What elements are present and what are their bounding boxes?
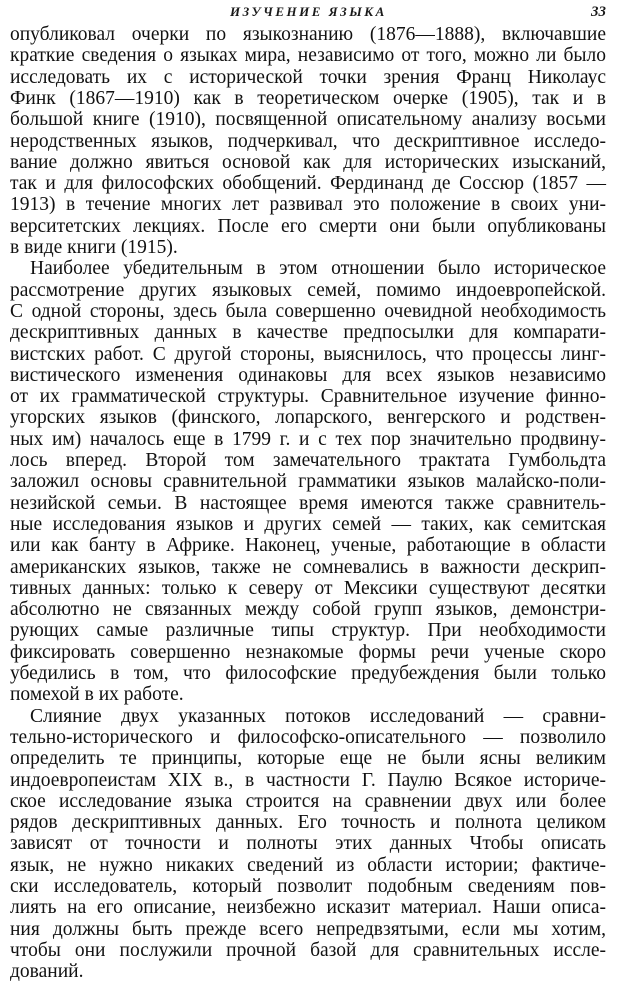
text-line: убедились в том, что философские предубеждения были только <box>10 663 606 684</box>
text-line: от их грамматической структуры. Сравнительное изучение финно- <box>10 386 606 408</box>
text-line: заложил основы сравнительной грамматики языков малайско-поли- <box>10 471 606 493</box>
text-line: определить те принципы, которые еще не были ясны великим <box>10 748 606 770</box>
text-line: исследовать их с исторической точки зрения Франц Николаус <box>10 66 606 88</box>
text-line: зависят от точности и полноты этих данных Чтобы описать <box>10 833 606 855</box>
text-line: индоевропеистам XIX в., в частности Г. Паулю Всякое историче- <box>10 769 606 791</box>
text-line: язык, не нужно никаких сведений из области истории; фактиче- <box>10 854 606 876</box>
text-line: дескриптивных данных в качестве предпосылки для компарати- <box>10 322 606 344</box>
text-line: абсолютно не связанных между собой групп языков, демонстри- <box>10 599 606 621</box>
text-line: лиять на его описание, неизбежно исказит материал. Наши описа- <box>10 897 606 919</box>
text-line: угорских языков (финского, лопарского, венгерского и родствен- <box>10 407 606 429</box>
text-line: большой книге (1910), посвященной описательному анализу восьми <box>10 109 606 131</box>
text-line: 1913) в течение многих лет развивал это положение в своих уни- <box>10 194 606 216</box>
text-line: лось вперед. Второй том замечательного трактата Гумбольдта <box>10 450 606 471</box>
text-line: вистских работ. С другой стороны, выяснилось, что процессы линг- <box>10 343 606 365</box>
page-header <box>0 2 620 24</box>
text-line: ски исследователь, который позволит подобным сведениям пов- <box>10 876 606 897</box>
text-line: ные исследования языков и других семей — таких, как семитская <box>10 513 606 535</box>
text-line: фиксировать совершенно незнакомые формы речи ученые скоро <box>10 641 606 663</box>
text-line: или как банту в Африке. Наконец, ученые, работающие в области <box>10 535 606 557</box>
text-line: в виде книги (1915). <box>10 237 178 258</box>
text-line: С одной стороны, здесь была совершенно очевидной необходимость <box>10 300 606 322</box>
text-line: рассмотрение других языковых семей, помимо индоевропейской. <box>10 279 606 301</box>
running-head: ИЗУЧЕНИЕ ЯЗЫКА <box>230 4 387 19</box>
text-line: рующих самые различные типы структур. При необходимости <box>10 620 606 642</box>
text-line: рядов дескриптивных данных. Его точность и полнота целиком <box>10 812 606 834</box>
text-line: вание должно явиться основой как для исторических изысканий, <box>10 151 606 173</box>
text-line: так и для философских обобщений. Фердинанд де Соссюр (1857 — <box>10 173 606 195</box>
text-line: помехой в их работе. <box>10 684 184 706</box>
text-line: Финк (1867—1910) как в теоретическом очерке (1905), так и в <box>10 87 606 109</box>
text-line: американских языков, также не сомневались в важности дескрип- <box>10 556 606 578</box>
text-line: ных им) началось еще в 1799 г. и с тех пор значительно продвину- <box>10 428 606 450</box>
text-line: краткие сведения о языках мира, независимо от того, можно ли было <box>10 45 606 67</box>
text-line: тивных данных: только к северу от Мексики существуют десятки <box>10 577 606 599</box>
text-line: тельно-исторического и философско-описательного — позволило <box>10 726 606 748</box>
text-line: чтобы они послужили прочной базой для сравнительных иссле- <box>10 939 606 961</box>
text-line: ния должны быть прежде всего непредвзятыми, если мы хотим, <box>10 918 606 940</box>
text-line: неродственных языков, подчеркивал, что дескриптивное исследо- <box>10 130 606 152</box>
text-line: вистического изменения одинаковы для всех языков независимо <box>10 364 606 386</box>
text-line: опубликовал очерки по языкознанию (1876—1888), включавшие <box>10 24 606 45</box>
page-number: 33 <box>591 4 606 20</box>
text-line: дований. <box>10 961 84 983</box>
text-line: верситетских лекциях. После его смерти они были опубликованы <box>10 215 606 237</box>
text-line: ское исследование языка строится на сравнении двух или более <box>10 790 606 812</box>
text-line: Наиболее убедительным в этом отношении было историческое <box>30 258 606 280</box>
text-line: Слияние двух указанных потоков исследований — сравни- <box>30 705 606 727</box>
text-line: незийской семьи. В настоящее время имеются также сравнитель- <box>10 492 606 514</box>
